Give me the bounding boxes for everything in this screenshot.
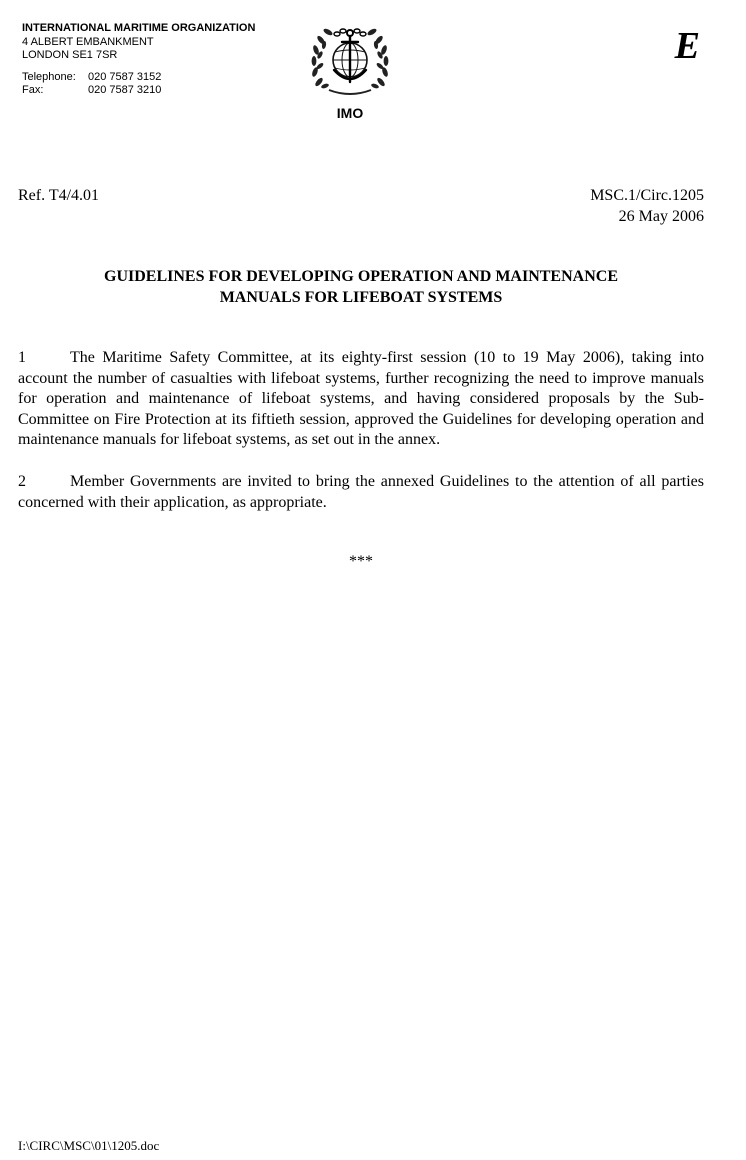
telephone-number: 020 7587 3152	[88, 70, 162, 83]
paragraph-number: 1	[18, 349, 26, 366]
letterhead-address	[22, 22, 255, 98]
paragraph-text: The Maritime Safety Committee, at its eighty-first session (10 to 19 May 2006), taking into account the number of casualties with lifeboat systems, further recognizing the need to improve manuals for operation and maintenance of lifeboat systems, and having considered proposals by the Sub-Committee on Fire Protection at its fiftieth session, approved the Guidelines for developing operation and maintenance manuals for lifeboat systems, as set out in the annex.	[18, 349, 704, 448]
paragraph	[18, 472, 704, 513]
section-separator: ***	[349, 553, 373, 570]
address-line-1: 4 ALBERT EMBANKMENT	[22, 35, 154, 48]
file-path-footer: I:\CIRC\MSC\01\1205.doc	[18, 1138, 160, 1153]
telephone-row	[22, 71, 255, 85]
paragraph-number: 2	[18, 473, 26, 490]
paragraph-text: Member Governments are invited to bring the annexed Guidelines to the attention of all parties concerned with their application, as appropriate.	[18, 473, 704, 511]
emblem-label: IMO	[336, 105, 364, 121]
telephone-label: Telephone:	[22, 70, 76, 83]
fax-number: 020 7587 3210	[88, 84, 162, 96]
paragraph	[18, 348, 704, 451]
organization-name: INTERNATIONAL MARITIME ORGANIZATION	[22, 22, 256, 34]
title-line-1: GUIDELINES FOR DEVELOPING OPERATION AND MAINTENANCE	[104, 268, 618, 285]
language-indicator: E	[674, 25, 700, 67]
circular-info	[590, 186, 704, 227]
fax-label: Fax:	[22, 84, 44, 96]
circular-date: 26 May 2006	[618, 207, 704, 225]
title-line-2: MANUALS FOR LIFEBOAT SYSTEMS	[219, 288, 503, 306]
reference-number: Ref. T4/4.01	[18, 187, 100, 204]
imo-emblem-icon	[305, 22, 395, 100]
circular-number: MSC.1/Circ.1205	[590, 187, 704, 204]
document-title	[18, 267, 704, 308]
fax-row	[22, 84, 255, 98]
address-line-2: LONDON SE1 7SR	[22, 49, 118, 61]
